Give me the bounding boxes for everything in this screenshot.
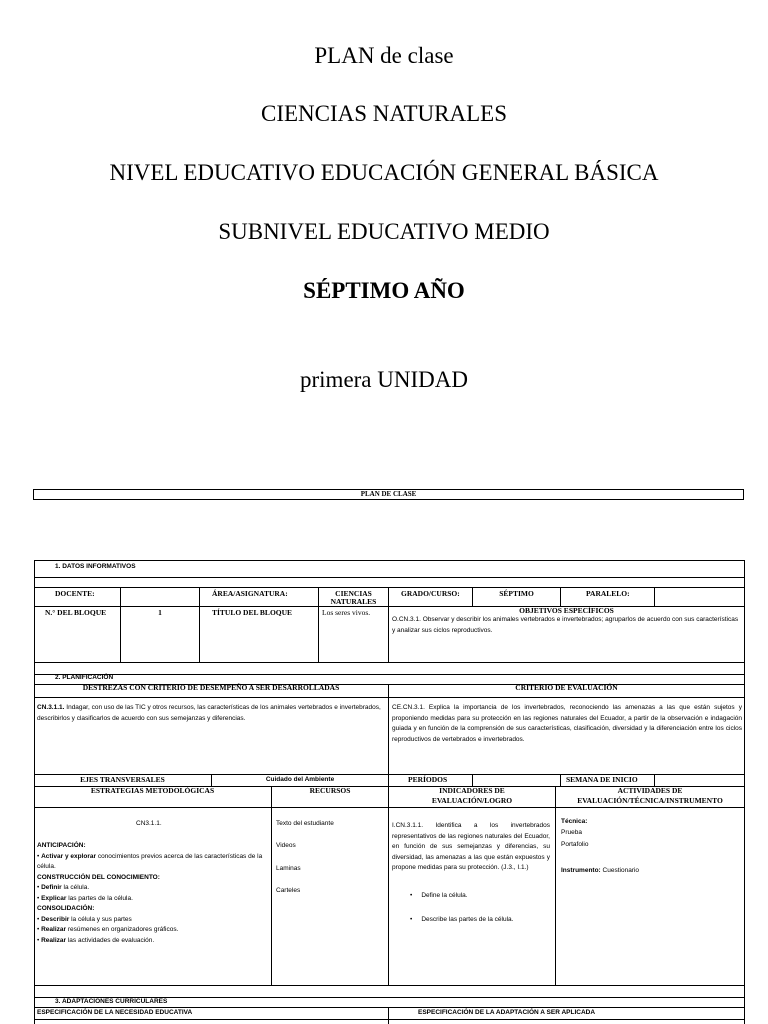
paralelo-label: PARALELO: (586, 589, 630, 598)
sublevel-title: SUBNIVEL EDUCATIVO MEDIO (218, 219, 550, 244)
consolidacion-item: • Realizar resúmenes en organizadores gráficos. (37, 926, 179, 933)
indicador-item: • Define la célula. (410, 892, 468, 899)
indicadores-header-line2: EVALUACIÓN/LOGRO (431, 796, 513, 805)
destreza-text (37, 703, 386, 724)
tecnica-item: Portafolio (561, 841, 589, 848)
destreza-body: Indagar, con uso de las TIC y otros recursos, las características de los animales vertebrados e invertebrados, describirlos y clasificarlos de acuerdo con sus semejanzas y diferencias. (37, 704, 381, 722)
section-datos-informativos: 1. DATOS INFORMATIVOS (55, 563, 136, 570)
adaptacion-header: ESPECIFICACIÓN DE LA ADAPTACIÓN A SER APLICADA (418, 1009, 596, 1016)
ejes-value: Cuidado del Ambiente (265, 776, 335, 783)
section-adaptaciones: 3. ADAPTACIONES CURRICULARES (55, 998, 168, 1005)
section-planificacion: 2. PLANIFICACIÓN (55, 674, 114, 681)
periodos-label: PERÍODOS (408, 775, 448, 784)
recurso-item: Videos (276, 842, 296, 849)
subject-title: CIENCIAS NATURALES (261, 101, 507, 126)
anticipacion-label: ANTICIPACIÓN: (37, 842, 86, 849)
bloque-value: 1 (158, 608, 162, 617)
area-value-line2: NATURALES (330, 597, 377, 606)
estrategias-header: ESTRATEGIAS METODOLÓGICAS (90, 786, 215, 795)
plan-de-clase-box (33, 489, 744, 500)
construccion-item: • Definir la célula. (37, 884, 90, 891)
instrumento-value: Cuestionario (600, 867, 640, 874)
consolidacion-item: • Describir la célula y sus partes (37, 915, 132, 923)
indicadores-header-line1: INDICADORES DE (439, 786, 505, 795)
instrumento-line (561, 866, 639, 877)
criterio-text: CE.CN.3.1. Explica la importancia de los invertebrados, reconociendo las amenazas a las que están sujetos y proponiendo medidas para su protección en las regiones naturales del Ecuador, a partir de la observación e indagación guiada y en función de la comprensión de sus características, clasificación, diversidad y la diferenciación entre los ciclos reproductivos de vertebrados e invertebrados. (392, 704, 742, 743)
actividades-header-line1: ACTIVIDADES DE (617, 786, 683, 795)
destrezas-header: DESTREZAS CON CRITERIO DE DESEMPEÑO A SER DESARROLLADAS (82, 683, 340, 692)
semana-label: SEMANA DE INICIO (566, 775, 638, 784)
recurso-item: Laminas (276, 865, 301, 872)
unit-title: primera UNIDAD (300, 367, 468, 392)
indicador-text: I.CN.3.1.1. Identifica a los invertebrados representativos de las regiones naturales del Ecuador, en función de sus semejanzas y diferencias, su diversidad, las amenazas a las que están expuestos y propone medidas para su protección. (J.3., I.1.) (392, 822, 550, 871)
objetivos-label: OBJETIVOS ESPECÍFICOS (519, 606, 614, 615)
level-title: NIVEL EDUCATIVO EDUCACIÓN GENERAL BÁSICA (109, 160, 659, 185)
consolidacion-label: CONSOLIDACIÓN: (37, 905, 95, 912)
consolidacion-item: • Realizar las actividades de evaluación. (37, 936, 155, 944)
plan-de-clase-label: PLAN DE CLASE (360, 490, 417, 498)
tecnica-item: Prueba (561, 829, 582, 836)
construccion-label: CONSTRUCCIÓN DEL CONOCIMIENTO: (37, 873, 160, 881)
anticipacion-item: • Activar y explorar conocimientos previos acerca de las características de la célula. (37, 852, 263, 870)
plan-title: PLAN de clase (314, 43, 454, 68)
area-value-line1: CIENCIAS (335, 589, 372, 598)
criterio-header: CRITERIO DE EVALUACIÓN (515, 683, 618, 692)
recurso-item: Texto del estudiante (276, 820, 334, 827)
area-label: ÁREA/ASIGNATURA: (212, 589, 288, 598)
estrategias-code: CN3.1.1. (136, 820, 162, 827)
estrategias-content (37, 841, 267, 946)
grade-title: SÉPTIMO AÑO (303, 278, 465, 303)
titulo-bloque-value: Los seres vivos. (322, 608, 371, 617)
indicador-item: • Describe las partes de la célula. (410, 916, 514, 923)
actividades-header-line2: EVALUACIÓN/TÉCNICA/INSTRUMENTO (577, 796, 723, 805)
necesidad-header: ESPECIFICACIÓN DE LA NECESIDAD EDUCATIVA (37, 1009, 193, 1016)
grado-label: GRADO/CURSO: (401, 589, 460, 598)
docente-label: DOCENTE: (55, 589, 95, 598)
titulo-bloque-label: TÍTULO DEL BLOQUE (212, 608, 293, 617)
recurso-item: Carteles (276, 887, 301, 894)
destreza-code: CN.3.1.1. (37, 704, 65, 711)
grado-value: SÉPTIMO (499, 589, 534, 598)
bloque-label: N.° DEL BLOQUE (45, 608, 107, 617)
recursos-header: RECURSOS (309, 786, 351, 795)
ejes-label: EJES TRANSVERSALES (80, 775, 165, 784)
tecnica-label: Técnica: (561, 818, 588, 825)
objetivos-text: O.CN.3.1. Observar y describir los animales vertebrados e invertebrados; agruparlos de acuerdo con sus características y analizar sus ciclos reproductivos. (392, 616, 739, 634)
instrumento-label: Instrumento: (561, 867, 601, 874)
construccion-item: • Explicar las partes de la célula. (37, 894, 133, 902)
